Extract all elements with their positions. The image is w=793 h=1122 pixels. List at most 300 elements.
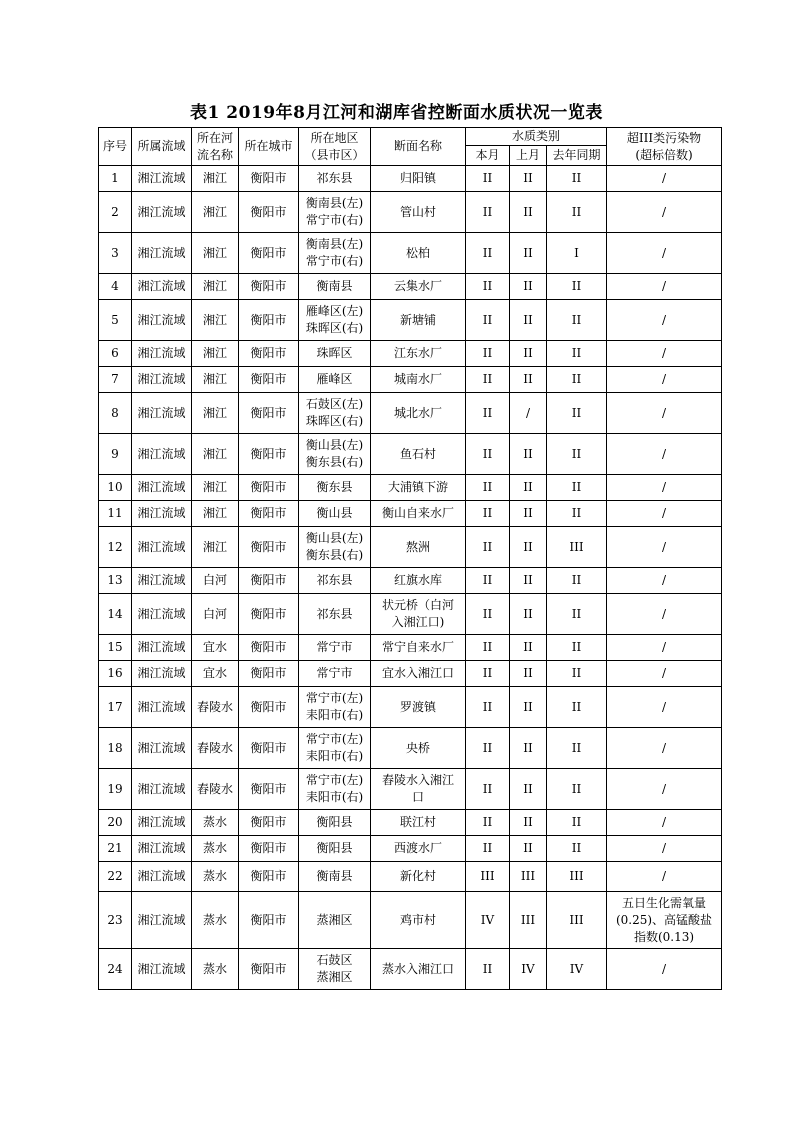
cell-this-month: II [466, 836, 510, 862]
header-last-month: 上月 [510, 146, 547, 166]
cell-section-line: 红旗水库 [393, 573, 442, 587]
cell-section [371, 661, 466, 687]
cell-excess [607, 635, 722, 661]
table-row [99, 836, 722, 862]
cell-city: 衡阳市 [239, 949, 299, 990]
cell-district-line: 常宁市(左) [305, 691, 364, 705]
table-row [99, 434, 722, 475]
cell-district-line: 衡东县 [316, 480, 353, 494]
cell-excess-line: / [661, 699, 667, 714]
cell-city: 衡阳市 [239, 233, 299, 274]
cell-last-year: II [547, 836, 607, 862]
cell-last-year: II [547, 769, 607, 810]
cell-this-month: II [466, 661, 510, 687]
cell-last-month: II [510, 687, 547, 728]
cell-section-line: 罗渡镇 [399, 699, 436, 714]
cell-city: 衡阳市 [239, 810, 299, 836]
cell-section-line: 西渡水厂 [393, 841, 442, 855]
cell-last-year: II [547, 166, 607, 192]
header-section: 断面名称 [371, 128, 466, 166]
cell-district-line: 衡山县(左) [305, 438, 364, 452]
cell-this-month: II [466, 728, 510, 769]
cell-section [371, 233, 466, 274]
cell-excess [607, 594, 722, 635]
cell-section-line: 新塘铺 [399, 312, 436, 327]
cell-district-line: 常宁市(右) [305, 213, 364, 227]
cell-last-month: II [510, 341, 547, 367]
cell-seq: 8 [99, 393, 132, 434]
header-district-line-2: （县市区） [304, 147, 365, 162]
cell-excess-line: / [661, 446, 667, 461]
table-row [99, 192, 722, 233]
cell-river: 湘江 [192, 192, 239, 233]
header-row-1 [99, 128, 722, 146]
cell-district-line: 蒸湘区 [316, 970, 353, 984]
cell-excess [607, 233, 722, 274]
cell-this-month: IV [466, 892, 510, 949]
cell-section-line: 舂陵水入湘江 [381, 773, 454, 787]
cell-seq: 2 [99, 192, 132, 233]
cell-section-line: 衡山自来水厂 [381, 506, 454, 520]
cell-basin: 湘江流域 [132, 233, 192, 274]
cell-section [371, 367, 466, 393]
cell-district-line: 珠晖区(右) [305, 321, 364, 335]
table-row [99, 810, 722, 836]
cell-river: 宜水 [192, 635, 239, 661]
cell-last-month: III [510, 892, 547, 949]
cell-section [371, 300, 466, 341]
cell-section [371, 836, 466, 862]
cell-basin: 湘江流域 [132, 393, 192, 434]
cell-this-month: II [466, 300, 510, 341]
cell-last-year: II [547, 300, 607, 341]
cell-last-year: II [547, 635, 607, 661]
cell-excess-line: / [661, 279, 667, 293]
cell-basin: 湘江流域 [132, 661, 192, 687]
cell-district [299, 892, 371, 949]
cell-basin: 湘江流域 [132, 949, 192, 990]
cell-basin: 湘江流域 [132, 341, 192, 367]
cell-last-year: II [547, 274, 607, 300]
header-city: 所在城市 [239, 128, 299, 166]
cell-section-line: 状元桥（白河 [381, 598, 454, 612]
cell-city: 衡阳市 [239, 274, 299, 300]
cell-excess [607, 687, 722, 728]
cell-excess-line: / [661, 171, 667, 185]
cell-district-line: 衡南县 [316, 869, 353, 883]
cell-river: 湘江 [192, 434, 239, 475]
cell-excess [607, 341, 722, 367]
cell-last-year: II [547, 661, 607, 687]
cell-basin: 湘江流域 [132, 862, 192, 892]
cell-district-line: 常宁市 [316, 666, 353, 680]
cell-last-year: II [547, 728, 607, 769]
cell-last-year: III [547, 892, 607, 949]
cell-river: 湘江 [192, 393, 239, 434]
cell-excess-line: / [661, 245, 667, 260]
cell-excess-line: / [661, 539, 667, 554]
cell-last-year: II [547, 568, 607, 594]
cell-river: 湘江 [192, 274, 239, 300]
cell-section [371, 728, 466, 769]
header-river-line-2: 流名称 [196, 147, 233, 162]
cell-section [371, 635, 466, 661]
cell-city: 衡阳市 [239, 393, 299, 434]
table-row [99, 300, 722, 341]
cell-section-line: 江东水厂 [393, 346, 442, 360]
cell-river: 蒸水 [192, 836, 239, 862]
cell-river: 湘江 [192, 341, 239, 367]
cell-excess [607, 892, 722, 949]
cell-last-month: II [510, 769, 547, 810]
cell-section [371, 501, 466, 527]
cell-excess-line: / [661, 573, 667, 587]
cell-seq: 14 [99, 594, 132, 635]
cell-city: 衡阳市 [239, 836, 299, 862]
cell-this-month: II [466, 192, 510, 233]
cell-last-month: II [510, 475, 547, 501]
cell-basin: 湘江流域 [132, 892, 192, 949]
table-row [99, 527, 722, 568]
table-body [99, 166, 722, 990]
cell-excess [607, 728, 722, 769]
cell-last-year: II [547, 341, 607, 367]
cell-section-line: 城南水厂 [393, 372, 442, 386]
header-seq: 序号 [99, 128, 132, 166]
cell-district-line: 祁东县 [316, 606, 353, 621]
cell-seq: 9 [99, 434, 132, 475]
cell-excess [607, 568, 722, 594]
cell-city: 衡阳市 [239, 892, 299, 949]
cell-seq: 11 [99, 501, 132, 527]
cell-river: 舂陵水 [192, 769, 239, 810]
cell-section-line: 熬洲 [405, 539, 430, 554]
cell-district-line: 衡东县(右) [305, 455, 364, 469]
cell-city: 衡阳市 [239, 367, 299, 393]
cell-last-month: III [510, 862, 547, 892]
table-row [99, 862, 722, 892]
table-row [99, 501, 722, 527]
cell-district [299, 635, 371, 661]
header-river [192, 128, 239, 166]
cell-excess [607, 475, 722, 501]
cell-city: 衡阳市 [239, 527, 299, 568]
cell-section [371, 892, 466, 949]
cell-city: 衡阳市 [239, 475, 299, 501]
cell-city: 衡阳市 [239, 568, 299, 594]
cell-section-line: 鱼石村 [399, 446, 436, 461]
cell-district-line: 衡南县 [316, 279, 353, 293]
cell-last-month: II [510, 635, 547, 661]
cell-seq: 6 [99, 341, 132, 367]
cell-section-line: 入湘江口) [391, 615, 445, 629]
cell-river: 蒸水 [192, 949, 239, 990]
cell-city: 衡阳市 [239, 341, 299, 367]
cell-basin: 湘江流域 [132, 475, 192, 501]
cell-section-line: 央桥 [405, 740, 430, 755]
table-row [99, 892, 722, 949]
cell-seq: 22 [99, 862, 132, 892]
cell-excess-line: / [661, 961, 667, 976]
cell-district [299, 810, 371, 836]
cell-district-line: 石鼓区(左) [305, 397, 364, 411]
cell-section-line: 管山村 [399, 204, 436, 219]
cell-excess [607, 300, 722, 341]
cell-district-line: 雁峰区 [316, 372, 353, 386]
cell-district [299, 862, 371, 892]
cell-city: 衡阳市 [239, 769, 299, 810]
cell-city: 衡阳市 [239, 166, 299, 192]
cell-last-year: II [547, 687, 607, 728]
cell-this-month: II [466, 810, 510, 836]
cell-basin: 湘江流域 [132, 527, 192, 568]
cell-this-month: II [466, 568, 510, 594]
cell-last-year: III [547, 527, 607, 568]
cell-this-month: II [466, 166, 510, 192]
cell-section-line: 松柏 [405, 245, 430, 260]
cell-district-line: 祁东县 [316, 573, 353, 587]
table-row [99, 274, 722, 300]
cell-last-month: II [510, 300, 547, 341]
header-basin: 所属流域 [132, 128, 192, 166]
cell-district-line: 常宁市 [316, 640, 353, 654]
table-row [99, 728, 722, 769]
cell-seq: 7 [99, 367, 132, 393]
cell-excess-line: / [661, 740, 667, 755]
cell-city: 衡阳市 [239, 434, 299, 475]
cell-district [299, 836, 371, 862]
cell-district-line: 常宁市(左) [305, 773, 364, 787]
cell-excess-line: / [661, 405, 667, 420]
cell-district [299, 233, 371, 274]
cell-section [371, 192, 466, 233]
cell-district-line: 耒阳市(右) [305, 749, 364, 763]
cell-excess-line: / [661, 346, 667, 360]
cell-excess [607, 862, 722, 892]
cell-seq: 20 [99, 810, 132, 836]
cell-excess [607, 393, 722, 434]
header-excess-line-2: (超标倍数) [635, 147, 693, 162]
cell-seq: 10 [99, 475, 132, 501]
cell-this-month: II [466, 949, 510, 990]
cell-river: 蒸水 [192, 862, 239, 892]
cell-section [371, 687, 466, 728]
header-quality: 水质类别 [466, 128, 607, 146]
cell-basin: 湘江流域 [132, 192, 192, 233]
cell-last-month: II [510, 274, 547, 300]
cell-basin: 湘江流域 [132, 434, 192, 475]
cell-city: 衡阳市 [239, 300, 299, 341]
cell-basin: 湘江流域 [132, 836, 192, 862]
cell-excess [607, 166, 722, 192]
table-row [99, 166, 722, 192]
cell-section-line: 新化村 [399, 869, 436, 883]
cell-last-month: II [510, 501, 547, 527]
table-row [99, 233, 722, 274]
cell-city: 衡阳市 [239, 635, 299, 661]
cell-district-line: 衡南县(左) [305, 196, 364, 210]
cell-basin: 湘江流域 [132, 687, 192, 728]
cell-last-month: II [510, 810, 547, 836]
cell-river: 湘江 [192, 166, 239, 192]
cell-section-line: 归阳镇 [399, 171, 436, 185]
cell-excess [607, 527, 722, 568]
cell-section [371, 862, 466, 892]
cell-basin: 湘江流域 [132, 810, 192, 836]
cell-section [371, 393, 466, 434]
cell-section-line: 宜水入湘江口 [381, 666, 454, 680]
cell-district-line: 衡阳县 [316, 815, 353, 829]
cell-city: 衡阳市 [239, 728, 299, 769]
cell-excess-line: / [661, 312, 667, 327]
cell-excess [607, 769, 722, 810]
cell-district [299, 192, 371, 233]
cell-this-month: II [466, 594, 510, 635]
cell-seq: 15 [99, 635, 132, 661]
cell-seq: 1 [99, 166, 132, 192]
cell-river: 白河 [192, 568, 239, 594]
cell-section [371, 434, 466, 475]
cell-seq: 21 [99, 836, 132, 862]
cell-excess [607, 661, 722, 687]
cell-district-line: 衡东县(右) [305, 548, 364, 562]
cell-excess-line: / [661, 372, 667, 386]
cell-this-month: II [466, 527, 510, 568]
cell-district [299, 568, 371, 594]
cell-last-month: II [510, 568, 547, 594]
cell-section-line: 蒸水入湘江口 [381, 961, 454, 976]
cell-seq: 19 [99, 769, 132, 810]
cell-river: 湘江 [192, 367, 239, 393]
cell-section [371, 341, 466, 367]
cell-excess-line: 指数(0.13) [633, 929, 695, 944]
cell-this-month: II [466, 475, 510, 501]
cell-district [299, 661, 371, 687]
table-row [99, 635, 722, 661]
cell-city: 衡阳市 [239, 862, 299, 892]
cell-section-line: 常宁自来水厂 [381, 640, 454, 654]
cell-excess-line: (0.25)、高锰酸盐 [615, 912, 713, 927]
cell-city: 衡阳市 [239, 687, 299, 728]
cell-this-month: II [466, 687, 510, 728]
cell-last-year: II [547, 192, 607, 233]
cell-excess [607, 501, 722, 527]
cell-district-line: 珠晖区 [316, 346, 353, 360]
cell-basin: 湘江流域 [132, 728, 192, 769]
cell-district-line: 珠晖区(右) [305, 414, 364, 428]
cell-excess [607, 949, 722, 990]
cell-this-month: II [466, 501, 510, 527]
cell-river: 湘江 [192, 300, 239, 341]
cell-section [371, 527, 466, 568]
cell-district-line: 蒸湘区 [316, 912, 353, 927]
cell-excess-line: / [661, 506, 667, 520]
table-row [99, 594, 722, 635]
cell-last-year: IV [547, 949, 607, 990]
cell-last-year: II [547, 434, 607, 475]
cell-seq: 4 [99, 274, 132, 300]
cell-last-year: III [547, 862, 607, 892]
cell-district [299, 769, 371, 810]
table-title: 表1 2019年8月江河和湖库省控断面水质状况一览表 [190, 103, 603, 123]
cell-this-month: II [466, 274, 510, 300]
cell-district-line: 祁东县 [316, 171, 353, 185]
cell-excess-line: 五日生化需氧量 [622, 895, 707, 910]
header-last-year: 去年同期 [547, 146, 607, 166]
cell-section [371, 475, 466, 501]
cell-section [371, 810, 466, 836]
cell-basin: 湘江流域 [132, 594, 192, 635]
cell-district [299, 434, 371, 475]
cell-section-line: 鸡市村 [399, 912, 436, 927]
table-row [99, 769, 722, 810]
cell-section-line: 城北水厂 [393, 405, 442, 420]
header-this-month: 本月 [466, 146, 510, 166]
table-row [99, 393, 722, 434]
cell-seq: 17 [99, 687, 132, 728]
cell-district-line: 常宁市(左) [305, 732, 364, 746]
cell-seq: 23 [99, 892, 132, 949]
cell-excess [607, 367, 722, 393]
header-excess-line-1: 超III类污染物 [626, 130, 702, 145]
cell-district-line: 耒阳市(右) [305, 708, 364, 722]
cell-seq: 13 [99, 568, 132, 594]
cell-city: 衡阳市 [239, 661, 299, 687]
cell-district [299, 341, 371, 367]
cell-basin: 湘江流域 [132, 769, 192, 810]
header-excess [607, 128, 722, 166]
cell-basin: 湘江流域 [132, 501, 192, 527]
table-row [99, 367, 722, 393]
water-quality-table [98, 127, 722, 990]
cell-this-month: II [466, 393, 510, 434]
cell-district-line: 衡山县(左) [305, 531, 364, 545]
cell-district [299, 687, 371, 728]
table-row [99, 568, 722, 594]
cell-last-year: II [547, 367, 607, 393]
cell-last-year: II [547, 501, 607, 527]
cell-excess [607, 274, 722, 300]
cell-city: 衡阳市 [239, 501, 299, 527]
table-row [99, 687, 722, 728]
cell-this-month: II [466, 635, 510, 661]
cell-last-month: II [510, 527, 547, 568]
cell-district [299, 501, 371, 527]
cell-excess [607, 836, 722, 862]
cell-river: 湘江 [192, 501, 239, 527]
cell-river: 白河 [192, 594, 239, 635]
cell-section-line: 联江村 [399, 815, 436, 829]
cell-city: 衡阳市 [239, 594, 299, 635]
cell-section [371, 568, 466, 594]
cell-district [299, 475, 371, 501]
cell-last-year: II [547, 475, 607, 501]
cell-excess-line: / [661, 606, 667, 621]
cell-last-month: II [510, 166, 547, 192]
cell-seq: 24 [99, 949, 132, 990]
cell-city: 衡阳市 [239, 192, 299, 233]
cell-last-year: II [547, 393, 607, 434]
cell-district-line: 石鼓区 [316, 953, 353, 967]
table-row [99, 661, 722, 687]
cell-river: 湘江 [192, 527, 239, 568]
table-row [99, 475, 722, 501]
cell-excess-line: / [661, 869, 667, 883]
cell-district [299, 949, 371, 990]
cell-river: 舂陵水 [192, 687, 239, 728]
cell-seq: 16 [99, 661, 132, 687]
cell-last-month: / [510, 393, 547, 434]
